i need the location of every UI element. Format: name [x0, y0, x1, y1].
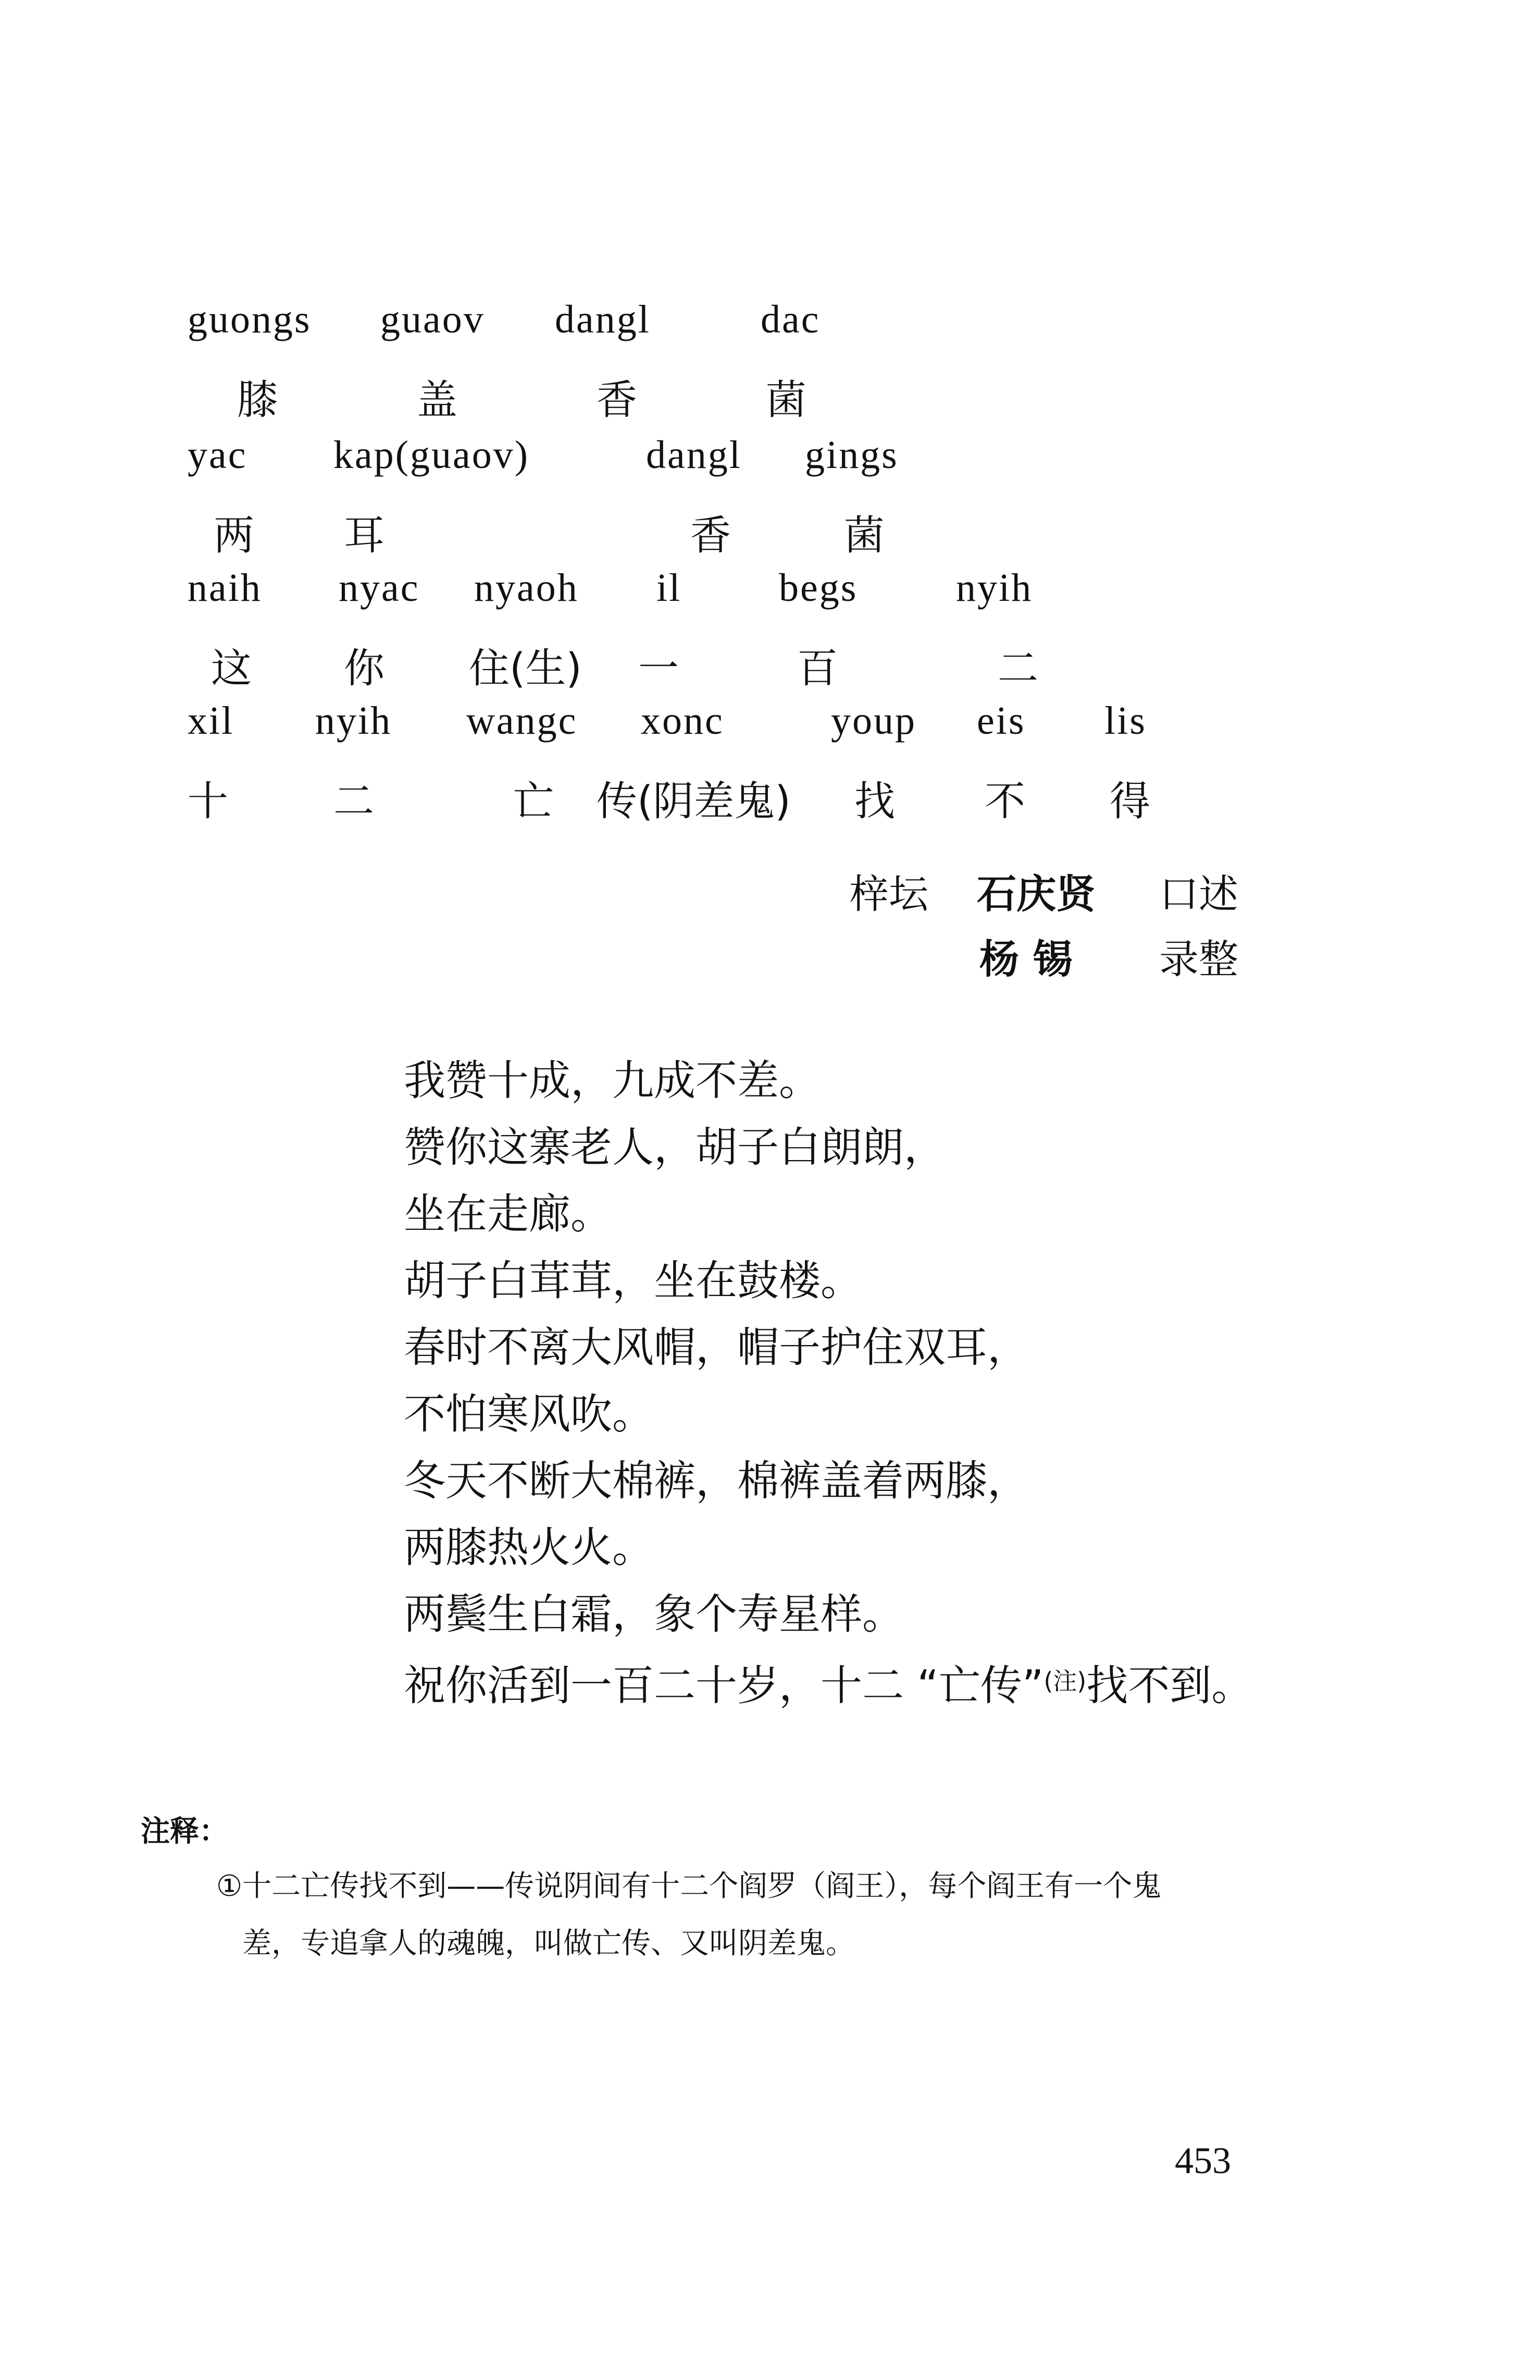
han-gloss: 菌 [766, 377, 807, 424]
han-gloss: 十 [188, 778, 229, 825]
interlinear-roman-line [0, 433, 1540, 490]
poem-line: 两鬓生白霜，象个寿星样。 [404, 1590, 904, 1638]
roman-word: nyac [339, 566, 420, 610]
roman-word: guaov [380, 298, 485, 341]
roman-word: yac [188, 433, 247, 477]
roman-word: lis [1104, 699, 1147, 743]
poem-line: 赞你这寨老人，胡子白朗朗， [404, 1123, 946, 1171]
poem-line: 坐在走廊。 [404, 1190, 612, 1238]
han-gloss: 找 [854, 778, 896, 825]
poem-line: 春时不离大风帽，帽子护住双耳， [404, 1323, 1029, 1372]
interlinear-roman-line [0, 297, 1540, 354]
roman-word: dangl [646, 433, 742, 477]
roman-word: youp [831, 699, 916, 743]
poem-line: 我赞十成，九成不差。 [404, 1056, 821, 1105]
poem-block [404, 1047, 1498, 1719]
interlinear-han-line [0, 367, 1540, 425]
footnote-line: ①十二亡传找不到——传说阴间有十二个阎罗（阎王），每个阎王有一个鬼 [216, 1869, 1162, 1903]
roman-word: nyih [315, 699, 392, 743]
han-gloss: 盖 [417, 377, 458, 424]
roman-word: nyaoh [474, 566, 579, 610]
han-gloss: 百 [797, 645, 838, 692]
credit-role: 口述 [1159, 871, 1238, 917]
roman-word: guongs [188, 298, 312, 341]
notes-heading: 注释： [141, 1815, 228, 1848]
roman-word: kap(guaov) [333, 433, 530, 477]
han-gloss: 耳 [344, 512, 385, 559]
poem-line: 冬天不断大棉裤，棉裤盖着两膝， [404, 1457, 1029, 1505]
poem-line-text: 找不到。 [1086, 1661, 1253, 1710]
han-gloss: 膝 [237, 377, 278, 424]
han-gloss: 传(阴差鬼) [597, 778, 791, 825]
han-gloss: 一 [638, 645, 679, 692]
roman-word: xonc [641, 699, 724, 743]
han-gloss: 两 [214, 512, 255, 559]
poem-line [404, 1648, 1498, 1719]
roman-word: gings [805, 433, 899, 477]
roman-word: eis [977, 699, 1026, 743]
footnote-line: 差，专追拿人的魂魄，叫做亡传、又叫阴差鬼。 [242, 1927, 855, 1960]
han-gloss: 你 [344, 645, 385, 692]
roman-word: il [656, 566, 682, 610]
page-number: 453 [1175, 2140, 1231, 2181]
interlinear-roman-line [0, 698, 1540, 756]
credit-recorder: 杨 锡 [979, 936, 1073, 982]
han-gloss: 二 [998, 645, 1039, 692]
han-gloss: 香 [690, 512, 731, 559]
interlinear-han-line [0, 769, 1540, 826]
roman-word: nyih [956, 566, 1033, 610]
han-gloss: 这 [211, 645, 252, 692]
roman-word: begs [779, 566, 858, 610]
han-gloss: 亡 [513, 778, 554, 825]
roman-word: naih [188, 566, 262, 610]
poem-line: 两膝热火火。 [404, 1523, 654, 1572]
interlinear-roman-line [0, 565, 1540, 623]
credit-place: 梓坛 [849, 871, 928, 917]
interlinear-han-line [0, 503, 1540, 560]
han-gloss: 得 [1110, 778, 1151, 825]
han-gloss: 二 [333, 778, 375, 825]
credit-role: 录整 [1159, 936, 1238, 982]
footnote-reference: (注) [1044, 1667, 1087, 1695]
interlinear-han-line [0, 636, 1540, 693]
poem-line-text: 祝你活到一百二十岁，十二 “亡传” [404, 1661, 1044, 1710]
han-gloss: 住(生) [469, 645, 582, 692]
roman-word: dangl [555, 298, 651, 341]
han-gloss: 不 [985, 778, 1026, 825]
roman-word: dac [761, 298, 821, 341]
credit-narrator: 石庆贤 [977, 871, 1096, 917]
roman-word: xil [188, 699, 234, 743]
han-gloss: 菌 [844, 512, 885, 559]
poem-line: 不怕寒风吹。 [404, 1390, 654, 1438]
footnote [216, 1858, 1310, 1972]
han-gloss: 香 [597, 377, 638, 424]
poem-line: 胡子白茸茸，坐在鼓楼。 [404, 1256, 862, 1305]
roman-word: wangc [466, 699, 578, 743]
